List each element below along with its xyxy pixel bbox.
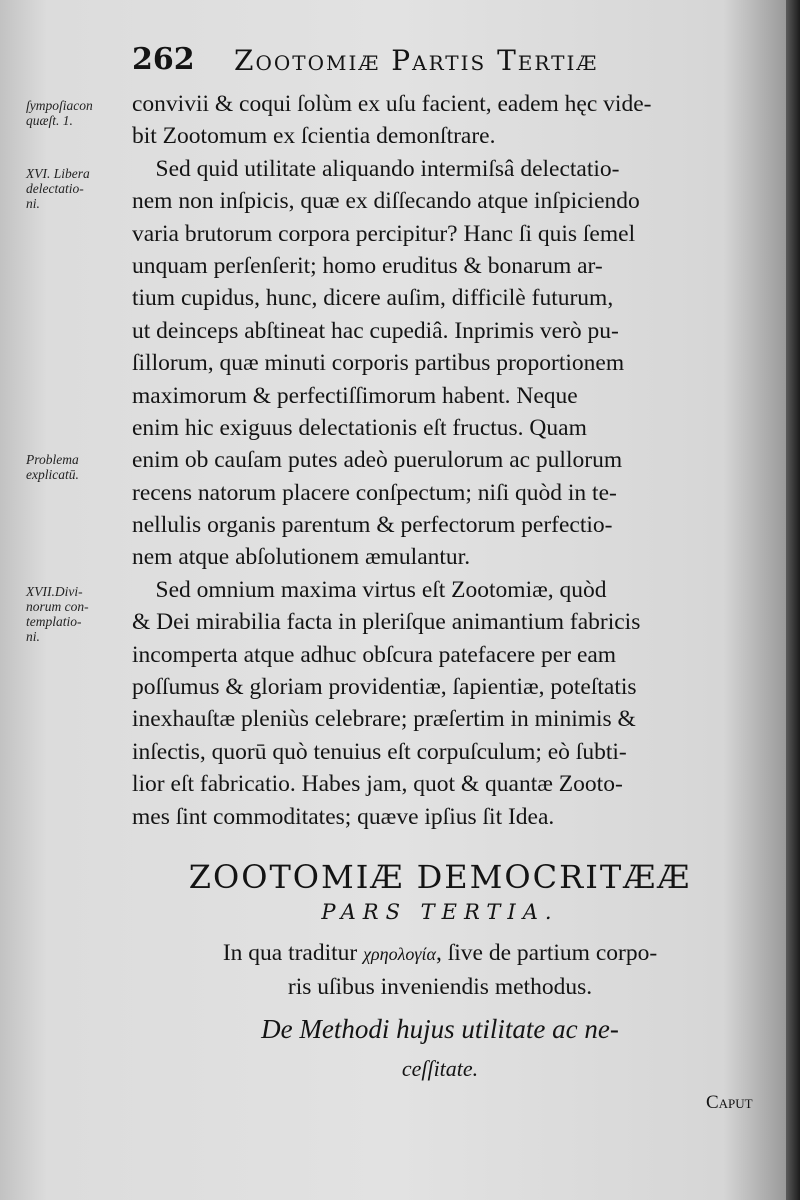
section-subtitle: PARS TERTIA. [321, 900, 559, 924]
body-line: recens natorum placere conſpectum; niſi quòd in te- [132, 479, 617, 506]
body-line: Sed quid utilitate aliquando intermiſsâ delectatio- [132, 155, 620, 182]
margin-note-divinorum [26, 584, 130, 644]
margin-note-problema [26, 452, 130, 482]
body-line: varia brutorum corpora percipitur? Hanc ſi quis ſemel [132, 220, 636, 247]
catchword: Caput [706, 1092, 753, 1113]
body-line: inſectis, quorū quò tenuius eſt corpuſculum; eò ſubti- [132, 738, 627, 765]
body-line: Sed omnium maxima virtus eſt Zootomiæ, quòd [132, 576, 607, 603]
margin-note-line: Problema [26, 452, 79, 467]
margin-note-line: ſympoſiacon [26, 98, 93, 113]
body-line: enim hic exiguus delectationis eſt fructus. Quam [132, 414, 587, 441]
margin-note-line: templatio- [26, 614, 82, 629]
margin-note-line: XVII.Divi- [26, 584, 83, 599]
body-line: nem atque abſolutionem æmulantur. [132, 544, 471, 571]
body-line: nellulis organis parentum & perfectorum perfectio- [132, 512, 613, 539]
body-line: nem non inſpicis, quæ ex diſſecando atque inſpiciendo [132, 188, 640, 215]
section-intro-line-1 [100, 940, 780, 967]
margin-note-line: explicatū. [26, 467, 79, 482]
section-title: ZOOTOMIÆ DEMOCRITÆÆ [188, 858, 692, 896]
body-line: enim ob cauſam putes adeò puerulorum ac pullorum [132, 447, 623, 474]
body-line: ut deinceps abſtineat hac cupediâ. Inprimis verò pu- [132, 317, 619, 344]
margin-note-line: norum con- [26, 599, 89, 614]
margin-note-line: ni. [26, 196, 40, 211]
body-line: ſillorum, quæ minuti corporis partibus proportionem [132, 350, 625, 377]
body-line: bit Zootomum ex ſcientia demonſtrare. [132, 123, 496, 150]
page-number: 262 [132, 42, 195, 77]
running-title: Zootomiæ Partis Tertiæ [234, 44, 599, 77]
margin-note-delectatio [26, 166, 130, 211]
body-line: inexhauſtæ pleniùs celebrare; præſertim in minimis & [132, 706, 636, 733]
body-line: tium cupidus, hunc, dicere auſim, difficilè futurum, [132, 285, 614, 312]
margin-note-symposiacon [26, 98, 130, 128]
body-text [132, 88, 772, 833]
body-line: maximorum & perfectiſſimorum habent. Neque [132, 382, 578, 409]
chapter-heading-line-1: De Methodi hujus utilitate ac ne- [261, 1014, 619, 1044]
margin-note-line: XVI. Libera [26, 166, 90, 181]
body-line: convivii & coqui ſolùm ex uſu facient, eadem hęc vide- [132, 91, 652, 117]
chapter-heading-line-2: ceſſitate. [401, 1056, 479, 1081]
body-line: poſſumus & gloriam providentiæ, ſapientiæ, poteſtatis [132, 674, 637, 701]
body-line: & Dei mirabilia facta in pleriſque animantium fabricis [132, 609, 641, 636]
margin-note-line: delectatio- [26, 181, 84, 196]
section-intro-line-2: ris uſibus inveniendis methodus. [287, 974, 593, 1000]
section-intro-greek: χρηολογία [363, 944, 436, 964]
body-line: lior eſt fabricatio. Habes jam, quot & quantæ Zooto- [132, 771, 623, 798]
section-intro-text: , ſive de partium corpo- [435, 940, 658, 966]
body-line: mes ſint commoditates; quæve ipſius ſit Idea. [132, 803, 555, 830]
body-line: incomperta atque adhuc obſcura patefacere per eam [132, 641, 617, 668]
running-head [132, 42, 772, 82]
body-line: unquam perſenſerit; homo eruditus & bonarum ar- [132, 252, 603, 279]
margin-note-line: quæſt. 1. [26, 113, 73, 128]
book-gutter [786, 0, 800, 1200]
section-intro-text: In qua traditur [222, 940, 364, 966]
margin-note-line: ni. [26, 629, 40, 644]
